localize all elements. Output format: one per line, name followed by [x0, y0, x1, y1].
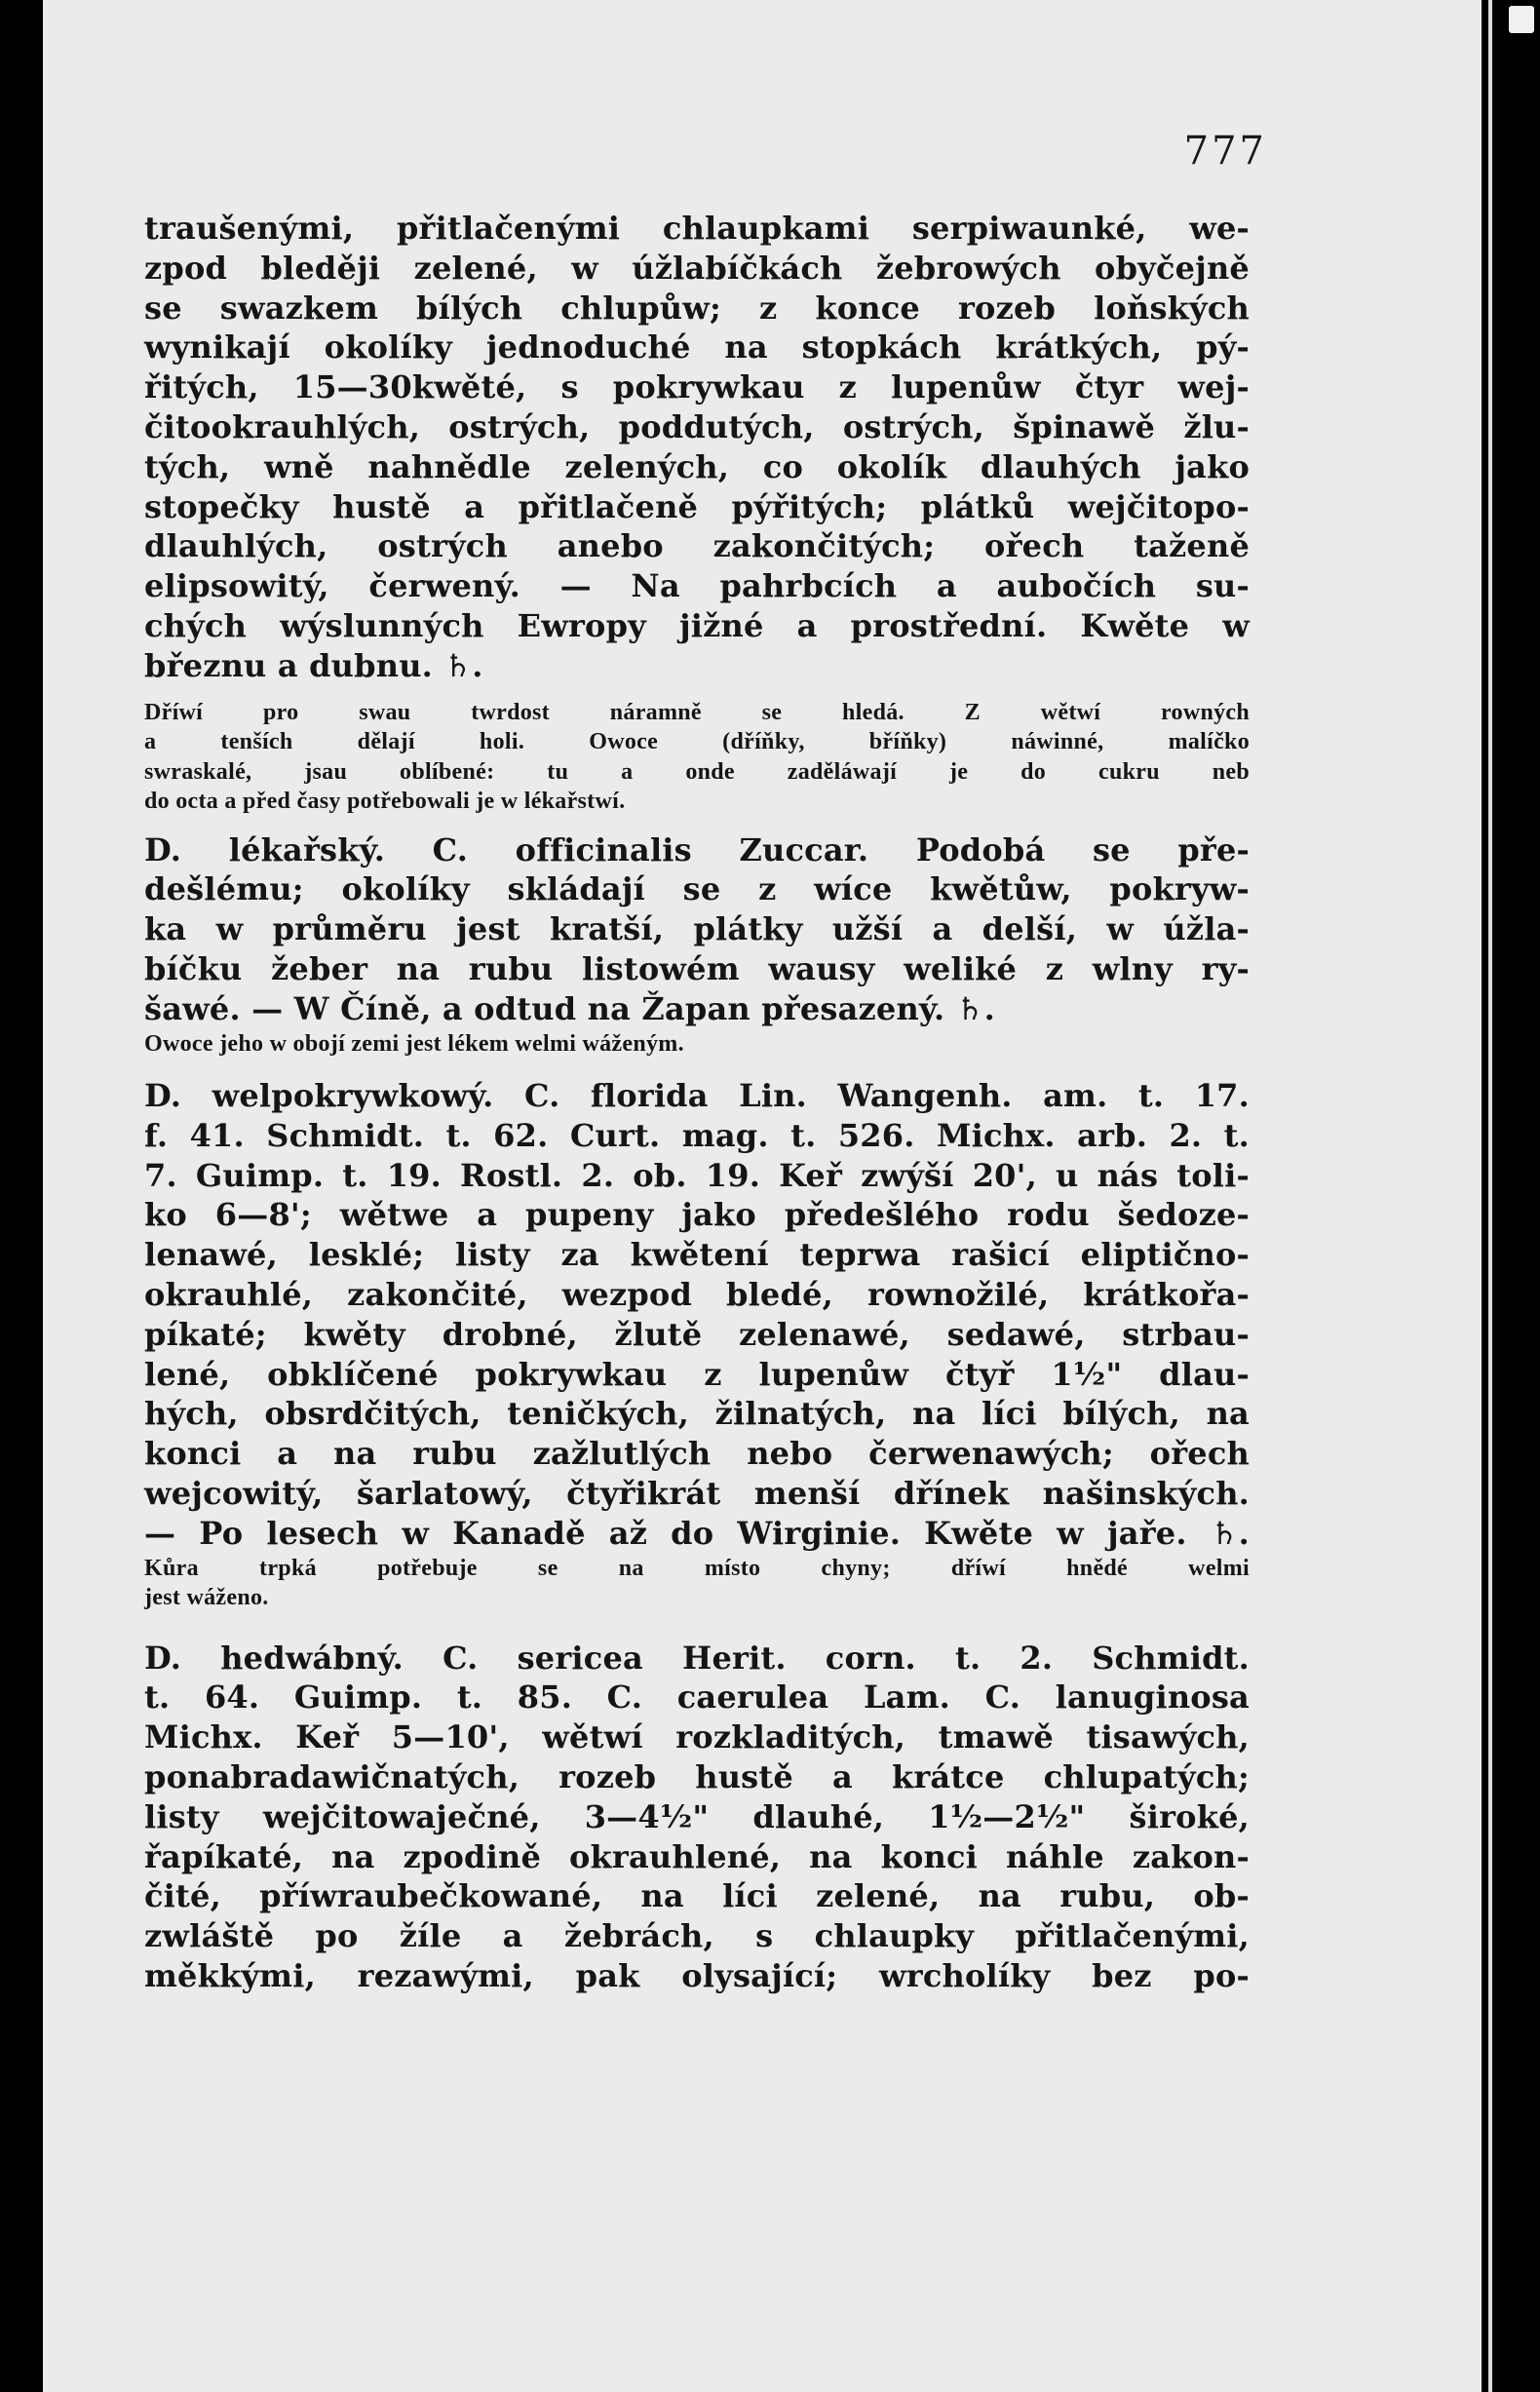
page-edge-strip: [1488, 0, 1492, 2392]
text-line: tých, wně nahnědle zelených, co okolík dlauhých jako: [144, 447, 1250, 485]
text-line: ko 6—8'; wětwe a pupeny jako předešlého rodu šedoze-: [144, 1196, 1250, 1234]
note-line: do octa a před časy potřebowali je w lékařstwí.: [144, 789, 626, 815]
text-line: konci a na rubu zažlutlých nebo čerwenawých; ořech: [144, 1435, 1250, 1473]
note-line: swraskalé, jsau oblíbené: tu a onde zaděláwají je do cukru neb: [144, 758, 1250, 785]
text-line: se swazkem bílých chlupůw; z konce rozeb loňských: [144, 289, 1250, 327]
text-line: řitých, 15—30kwěté, s pokrywkau z lupenůw čtyr wej-: [144, 368, 1250, 406]
text-line: čité, příwraubečkowané, na líci zelené, na rubu, ob-: [144, 1877, 1250, 1915]
paragraph-gap: [144, 686, 1250, 698]
text-line: elipsowitý, čerwený. — Na pahrbcích a aubočích su-: [144, 567, 1250, 605]
text-line: wejcowitý, šarlatowý, čtyřikrát menší dřínek našinských.: [144, 1475, 1250, 1513]
text-line: D. lékařský. C. officinalis Zuccar. Podobá se pře-: [144, 830, 1250, 868]
paragraph-gap: [144, 1059, 1250, 1076]
text-line: lené, obklíčené pokrywkau z lupenůw čtyř 1½" dlau-: [144, 1355, 1250, 1393]
text-line: listy wejčitowaječné, 3—4½" dlauhé, 1½—2½" široké,: [144, 1797, 1250, 1835]
text-line: dešlému; okolíky skládají se z wíce kwětůw, pokryw-: [144, 870, 1250, 908]
text-line: březnu a dubnu. ♄.: [144, 646, 483, 684]
page-text: [144, 209, 1250, 1996]
paragraph-gap: [144, 817, 1250, 830]
text-line: Michx. Keř 5—10', wětwí rozkladitých, tmawě tisawých,: [144, 1718, 1250, 1756]
text-line: hých, obsrdčitých, teničkých, žilnatých, na líci bílých, na: [144, 1395, 1250, 1433]
book-page: [43, 0, 1482, 2392]
scan-border-left: [0, 0, 43, 2392]
text-line: píkaté; kwěty drobné, žlutě zelenawé, sedawé, strbau-: [144, 1315, 1250, 1353]
note-line: jest wáženo.: [144, 1585, 269, 1611]
text-line: bíčku žeber na rubu listowém wausy weliké z wlny ry-: [144, 949, 1250, 987]
text-line: wynikají okolíky jednoduché na stopkách krátkých, pý-: [144, 328, 1250, 367]
text-line: chých wýslunných Ewropy jižné a prostřední. Kwěte w: [144, 606, 1250, 644]
text-line: ponabradawičnatých, rozeb hustě a krátce chlupatých;: [144, 1758, 1250, 1795]
text-line: f. 41. Schmidt. t. 62. Curt. mag. t. 526. Michx. arb. 2. t.: [144, 1116, 1250, 1154]
page-number: 777: [1183, 129, 1267, 174]
text-line: šawé. — W Číně, a odtud na Žapan přesazený. ♄.: [144, 989, 995, 1027]
text-line: lenawé, lesklé; listy za kwětení teprwa rašicí eliptično-: [144, 1236, 1250, 1274]
text-line: t. 64. Guimp. t. 85. C. caerulea Lam. C. lanuginosa: [144, 1678, 1250, 1717]
text-line: měkkými, rezawými, pak olysající; wrcholíky bez po-: [144, 1956, 1250, 1994]
note-line: Kůra trpká potřebuje se na místo chyny; dříwí hnědé welmi: [144, 1555, 1250, 1581]
text-line: čitookrauhlých, ostrých, poddutých, ostrých, špinawě žlu-: [144, 407, 1250, 445]
text-line: 7. Guimp. t. 19. Rostl. 2. ob. 19. Keř zwýší 20', u nás toli-: [144, 1156, 1250, 1194]
note-line: Dříwí pro swau twrdost náramně se hledá. Z wětwí rowných: [144, 699, 1250, 725]
text-line: — Po lesech w Kanadě až do Wirginie. Kwěte w jaře. ♄.: [144, 1514, 1250, 1552]
scan-corner-mark: [1509, 6, 1534, 33]
text-line: D. hedwábný. C. sericea Herit. corn. t. 2. Schmidt.: [144, 1639, 1250, 1677]
text-line: D. welpokrywkowý. C. florida Lin. Wangenh. am. t. 17.: [144, 1077, 1250, 1115]
paragraph-gap: [144, 1613, 1250, 1639]
text-line: stopečky hustě a přitlačeně pýřitých; plátků wejčitopo-: [144, 487, 1250, 525]
text-line: zpod bleději zelené, w úžlabíčkách žebrowých obyčejně: [144, 249, 1250, 287]
note-line: a tenších dělají holi. Owoce (dříňky, bříňky) náwinné, malíčko: [144, 729, 1250, 755]
note-line: Owoce jeho w obojí zemi jest lékem welmi wáženým.: [144, 1030, 684, 1057]
text-line: okrauhlé, zakončité, wezpod bledé, rownožilé, krátkořa-: [144, 1276, 1250, 1314]
text-line: dlauhlých, ostrých anebo zakončitých; ořech taženě: [144, 527, 1250, 565]
text-line: traušenými, přitlačenými chlaupkami serpiwaunké, we-: [144, 210, 1250, 247]
text-line: zwláště po žíle a žebrách, s chlaupky přitlačenými,: [144, 1917, 1250, 1955]
text-line: řapíkaté, na zpodině okrauhlené, na konci náhle zakon-: [144, 1837, 1250, 1875]
text-line: ka w průměru jest kratší, plátky užší a delší, w úžla-: [144, 910, 1250, 948]
